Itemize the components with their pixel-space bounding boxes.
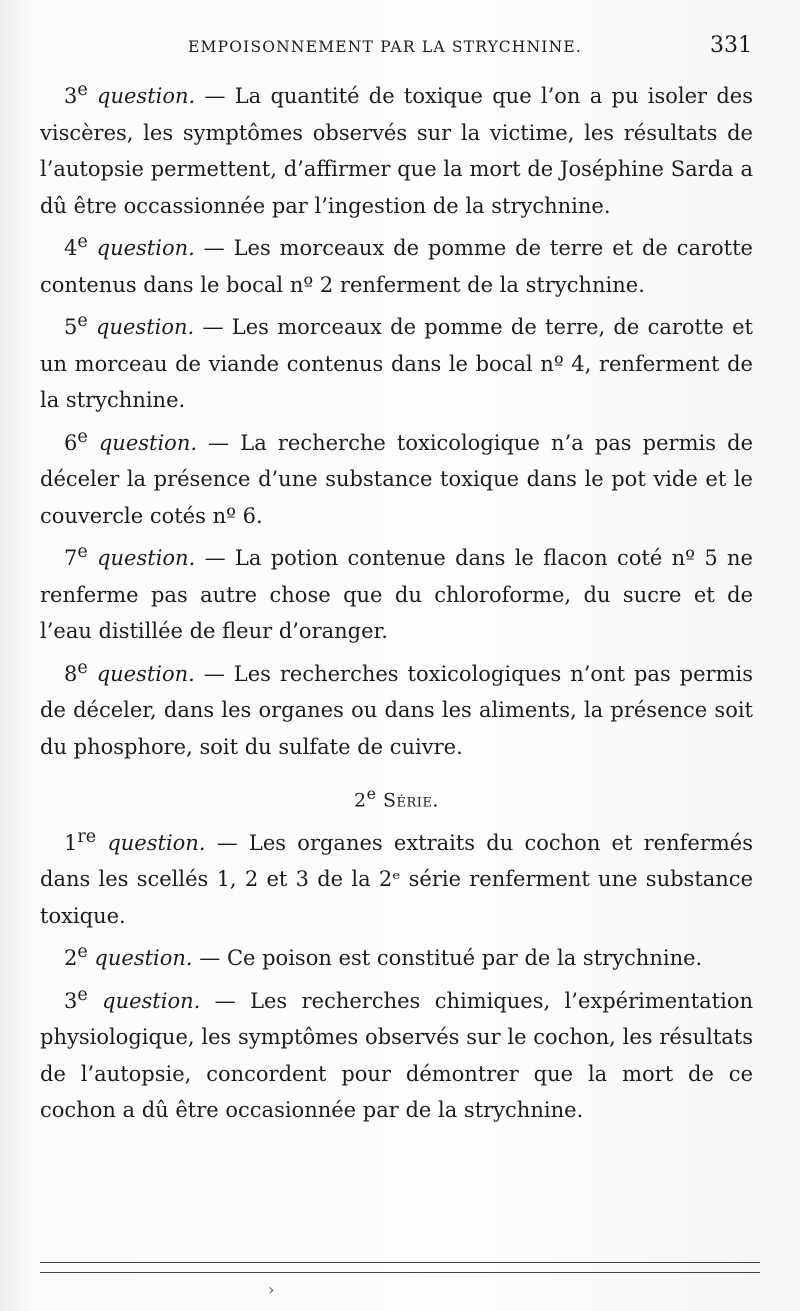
question-paragraph bbox=[40, 303, 753, 419]
question-ordinal: 3 bbox=[64, 988, 78, 1013]
question-text: — Les morceaux de pomme de terre, de carotte et un morceau de viande contenus dans le bocal nº 4, renferment de la strychnine. bbox=[40, 315, 753, 412]
question-ordinal: 8 bbox=[64, 661, 78, 686]
footer-rule bbox=[40, 1272, 760, 1273]
question-label: question. bbox=[107, 830, 206, 855]
question-text: — La potion contenue dans le flacon coté nº 5 ne renferme pas autre chose que du chloroforme, du sucre et de l’eau distillée de fleur d’oranger. bbox=[40, 546, 753, 643]
question-label: question. bbox=[96, 661, 195, 686]
ordinal-suffix: e bbox=[77, 542, 88, 562]
question-label: question. bbox=[98, 430, 198, 455]
question-ordinal: 5 bbox=[64, 315, 78, 339]
question-text: — Ce poison est constitué par de la strychnine. bbox=[192, 946, 703, 971]
question-text: — La recherche toxicologique n’a pas permis de déceler la présence d’une substance toxique dans le pot vide et le couvercle cotés nº 6. bbox=[40, 430, 753, 528]
question-label: question. bbox=[97, 84, 196, 108]
ordinal-suffix: re bbox=[77, 826, 97, 847]
question-paragraph bbox=[40, 224, 753, 303]
ordinal-suffix: e bbox=[77, 984, 88, 1005]
question-ordinal: 3 bbox=[64, 84, 78, 108]
running-title: EMPOISONNEMENT PAR LA STRYCHNINE. bbox=[188, 38, 583, 56]
question-label: question. bbox=[94, 946, 193, 971]
ordinal-suffix: e bbox=[77, 311, 88, 331]
question-label: question. bbox=[96, 236, 195, 260]
section-suffix: e bbox=[366, 784, 377, 803]
question-text: — Les recherches toxicologiques n’ont pas permis de déceler, dans les organes ou dans les aliments, la présence soit du phosphore, soit du sulfate de cuivre. bbox=[40, 661, 753, 759]
question-paragraph bbox=[40, 934, 753, 977]
ordinal-suffix: e bbox=[77, 942, 88, 963]
body-text bbox=[40, 72, 753, 1129]
question-ordinal: 7 bbox=[64, 546, 78, 570]
ordinal-suffix: e bbox=[77, 80, 88, 100]
question-ordinal: 6 bbox=[64, 430, 78, 455]
question-text: — Les recherches chimiques, l’expérimentation physiologique, les symptômes observés sur le cochon, les résultats de l’autopsie, concordent pour démontrer que la mort de ce cochon a dû être occasionnée par de la strychnine. bbox=[40, 988, 753, 1123]
question-ordinal: 4 bbox=[64, 236, 78, 260]
section-heading bbox=[40, 776, 753, 819]
question-paragraph bbox=[40, 72, 753, 224]
question-label: question. bbox=[96, 315, 195, 339]
question-ordinal: 2 bbox=[64, 946, 78, 971]
question-paragraph bbox=[40, 650, 753, 766]
section-title: Série. bbox=[383, 789, 439, 812]
section-ordinal: 2 bbox=[354, 789, 367, 812]
page-number: 331 bbox=[710, 33, 752, 58]
question-label: question. bbox=[97, 546, 196, 570]
ordinal-suffix: e bbox=[77, 426, 88, 447]
question-ordinal: 1 bbox=[64, 830, 78, 855]
question-paragraph bbox=[40, 819, 753, 935]
ordinal-suffix: e bbox=[77, 232, 88, 252]
footer-rule bbox=[40, 1262, 760, 1263]
question-text: — Les organes extraits du cochon et renfermés dans les scellés 1, 2 et 3 de la 2ᵉ série renferment une substance toxique. bbox=[40, 830, 753, 928]
ordinal-suffix: e bbox=[77, 657, 88, 678]
question-paragraph bbox=[40, 534, 753, 650]
footer-mark: › bbox=[268, 1280, 275, 1299]
question-text: — Les morceaux de pomme de terre et de carotte contenus dans le bocal nº 2 renferment de la strychnine. bbox=[40, 236, 753, 297]
question-label: question. bbox=[102, 988, 201, 1013]
question-paragraph bbox=[40, 419, 753, 535]
question-text: — La quantité de toxique que l’on a pu isoler des viscères, les symptômes observés sur la victime, les résultats de l’autopsie permettent, d’affirmer que la mort de Joséphine Sarda a dû être occassionnée par l’ingestion de la strychnine. bbox=[40, 84, 753, 218]
question-paragraph bbox=[40, 977, 753, 1129]
page-header bbox=[40, 33, 752, 66]
